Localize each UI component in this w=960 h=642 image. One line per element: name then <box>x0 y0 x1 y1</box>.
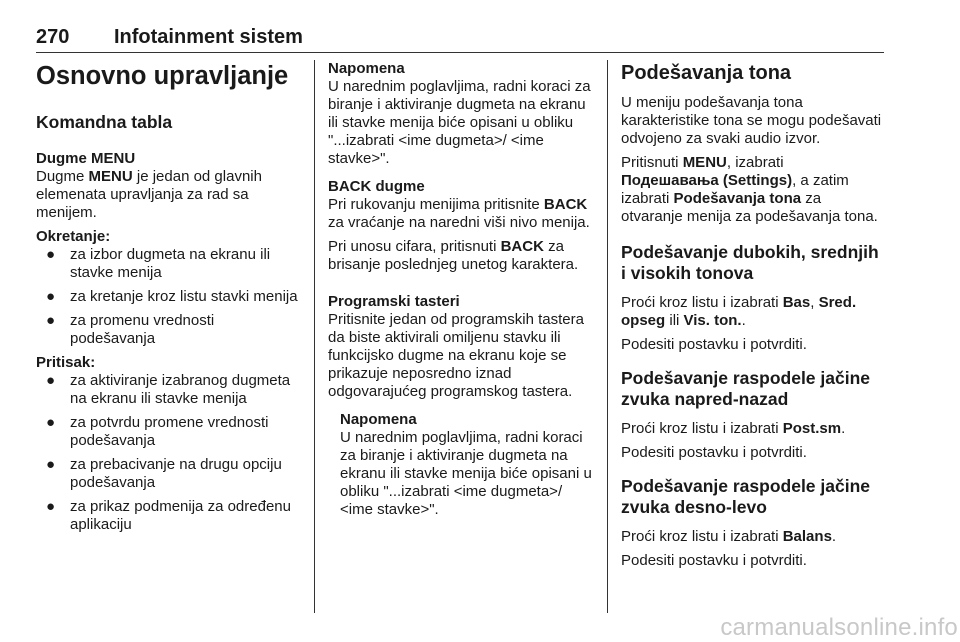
settings-paragraph: Pritisnuti MENU, izabrati Подешавања (Settings), a zatim izabrati Podešavanja tona za otvaranje menija za podešavanja tona. <box>621 154 878 225</box>
subsection-text: Podesiti postavku i potvrditi. <box>621 336 807 353</box>
subsection-text: Proći kroz listu i izabrati Post.sm. <box>621 420 846 437</box>
subsection-text: Podesiti postavku i potvrditi. <box>621 444 807 461</box>
note-text: U narednim poglavljima, radni koraci za biranje i aktiviranje dugmeta na ekranu ili stavke menija biće opisani u obliku "...izabrati <ime dugmeta>/ <ime stavke>". <box>340 429 592 518</box>
list-item: ● za potvrdu promene vrednosti podešavanja <box>46 414 269 449</box>
column-2 <box>328 60 596 519</box>
note-box <box>328 411 596 519</box>
list-item: ● za aktiviranje izabranog dugmeta na ekranu ili stavke menija <box>46 372 291 407</box>
back-heading: BACK dugme <box>328 178 425 195</box>
softkeys-heading: Programski tasteri <box>328 293 460 310</box>
menu-heading: Dugme MENU <box>36 150 136 167</box>
column-divider <box>314 60 315 613</box>
column-1 <box>36 60 302 534</box>
subsection-heading: Podešavanje dubokih, srednjih i visokih tonova <box>621 242 879 283</box>
press-list <box>36 372 302 534</box>
turn-list <box>36 246 302 348</box>
page-number: 270 <box>36 26 70 48</box>
back-paragraph: Pri rukovanju menijima pritisnite BACK za vraćanje na naredni viši nivo menija. <box>328 196 590 231</box>
list-item: ● za prebacivanje na drugu opciju podešavanja <box>46 456 282 491</box>
column-divider <box>607 60 608 613</box>
subsection-text: Proći kroz listu i izabrati Bas, Sred. opseg ili Vis. ton.. <box>621 294 857 329</box>
page-header <box>36 26 303 49</box>
softkeys-paragraph: Pritisnite jedan od programskih tastera da biste aktivirali omiljenu stavku ili funkcijsko dugme na ekranu koje se prikazuje neposredno iznad odgovarajućeg programskog tastera. <box>328 311 584 400</box>
watermark: carmanualsonline.info <box>720 614 958 641</box>
list-item: ● za izbor dugmeta na ekranu ili stavke menija <box>46 246 271 281</box>
note-text: U narednim poglavljima, radni koraci za biranje i aktiviranje dugmeta na ekranu ili stavke menija biće opisani u obliku "...izabrati <ime dugmeta>/ <ime stavke>". <box>328 78 591 167</box>
subsection-heading: Podešavanje raspodele jačine zvuka desno-levo <box>621 476 871 517</box>
intro-paragraph: U meniju podešavanja tona karakteristike tona se mogu podešavati odvojeno za svaki audio izvor. <box>621 94 882 147</box>
section-title: Infotainment sistem <box>114 26 303 48</box>
column-3 <box>621 60 885 570</box>
list-item: ● za prikaz podmenija za određenu aplikaciju <box>46 498 291 533</box>
list-item: ● za kretanje kroz listu stavki menija <box>46 288 298 305</box>
subsection-text: Proći kroz listu i izabrati Balans. <box>621 528 837 545</box>
note-heading: Napomena <box>340 411 417 428</box>
page-title: Osnovno upravljanje <box>36 62 289 90</box>
menu-paragraph: Dugme MENU je jedan od glavnih elemenata upravljanja za rad sa menijem. <box>36 168 262 221</box>
note-heading: Napomena <box>328 60 405 77</box>
press-heading: Pritisak: <box>36 354 96 371</box>
subsection-heading: Podešavanje raspodele jačine zvuka napred-nazad <box>621 368 871 409</box>
list-item: ● za promenu vrednosti podešavanja <box>46 312 215 347</box>
subsection-text: Podesiti postavku i potvrditi. <box>621 552 807 569</box>
subtitle: Komandna tabla <box>36 112 173 132</box>
back-paragraph-2: Pri unosu cifara, pritisnuti BACK za brisanje poslednjeg unetog karaktera. <box>328 238 579 273</box>
section-heading: Podešavanja tona <box>621 62 792 84</box>
turn-heading: Okretanje: <box>36 228 111 245</box>
header-rule <box>36 52 884 53</box>
